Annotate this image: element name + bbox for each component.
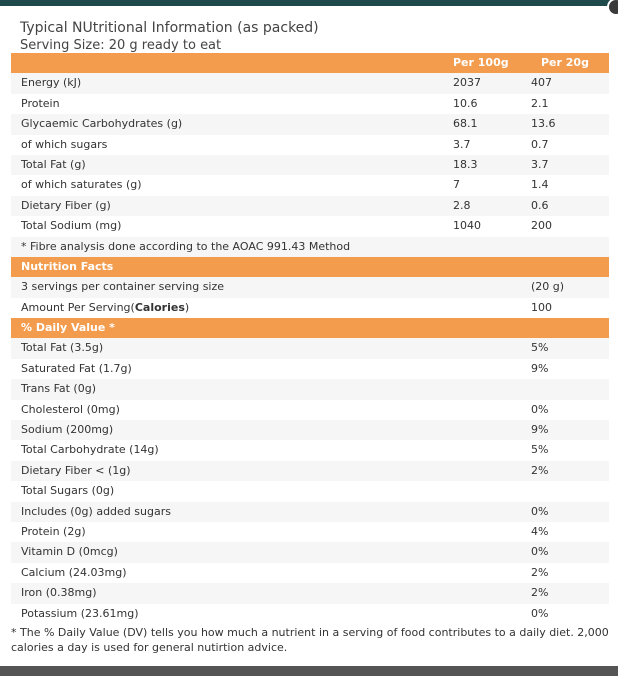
daily-label: Iron (0.38mg) (21, 586, 97, 600)
row-label: of which saturates (g) (21, 178, 142, 192)
table-header (11, 53, 609, 73)
daily-percent: 2% (531, 463, 549, 477)
nutrition-facts-heading: Nutrition Facts (21, 259, 114, 273)
amount-value: 100 (531, 300, 552, 314)
daily-label: Includes (0g) added sugars (21, 504, 171, 518)
daily-row (11, 461, 609, 481)
row-per20: 407 (531, 76, 552, 90)
daily-row (11, 481, 609, 501)
daily-percent: 0% (531, 545, 549, 559)
amount-label-a: Amount Per Serving( (21, 300, 135, 314)
nutrition-panel (11, 53, 609, 624)
table-row (11, 175, 609, 195)
close-icon[interactable] (607, 0, 618, 16)
row-per20: 0.7 (531, 137, 549, 151)
col-per20-header: Per 20g (541, 56, 589, 69)
daily-label: Total Carbohydrate (14g) (21, 443, 159, 457)
daily-label: Total Sugars (0g) (21, 484, 115, 498)
row-label: Glycaemic Carbohydrates (g) (21, 117, 183, 131)
row-per20: 1.4 (531, 178, 549, 192)
row-label: Energy (kJ) (21, 76, 82, 90)
daily-row (11, 420, 609, 440)
row-per100: 1040 (453, 219, 481, 233)
row-label: Total Fat (g) (21, 157, 86, 171)
daily-row (11, 522, 609, 542)
daily-row (11, 338, 609, 358)
row-label: Protein (21, 96, 60, 110)
daily-row (11, 502, 609, 522)
table-row (11, 196, 609, 216)
daily-row (11, 542, 609, 562)
row-per100: 2.8 (453, 198, 471, 212)
daily-percent: 5% (531, 341, 549, 355)
daily-percent: 9% (531, 361, 549, 375)
row-per20: 3.7 (531, 157, 549, 171)
table-row (11, 216, 609, 236)
daily-percent: 4% (531, 524, 549, 538)
daily-value-footnote: * The % Daily Value (DV) tells you how much a nutrient in a serving of food contributes to a daily diet. 2,000 calories a day is used for general nutirtion advice. (11, 626, 609, 654)
amount-label (21, 298, 189, 318)
daily-percent: 5% (531, 443, 549, 457)
daily-label: Trans Fat (0g) (21, 382, 96, 396)
row-label: of which sugars (21, 137, 108, 151)
nutrition-facts-header (11, 257, 609, 277)
table-row (11, 155, 609, 175)
row-label: Total Sodium (mg) (21, 219, 122, 233)
daily-label: Total Fat (3.5g) (21, 341, 104, 355)
bottom-bar (0, 666, 618, 676)
daily-percent: 9% (531, 423, 549, 437)
daily-label: Vitamin D (0mcg) (21, 545, 118, 559)
daily-label: Potassium (23.61mg) (21, 606, 139, 620)
amount-label-calories: Calories (134, 300, 185, 314)
amount-label-c: ) (184, 300, 190, 314)
daily-label: Sodium (200mg) (21, 423, 114, 437)
daily-label: Calcium (24.03mg) (21, 565, 127, 579)
daily-row (11, 400, 609, 420)
row-per100: 2037 (453, 76, 481, 90)
daily-label: Saturated Fat (1.7g) (21, 361, 132, 375)
row-per100: 7 (453, 178, 460, 192)
daily-row (11, 583, 609, 603)
daily-row (11, 379, 609, 399)
servings-value: (20 g) (531, 280, 565, 294)
daily-value-header (11, 318, 609, 338)
daily-percent: 0% (531, 606, 549, 620)
row-per100: 18.3 (453, 157, 478, 171)
row-label: Dietary Fiber (g) (21, 198, 111, 212)
row-per20: 0.6 (531, 198, 549, 212)
servings-row (11, 277, 609, 297)
row-per20: 200 (531, 219, 552, 233)
page-title: Typical NUtritional Information (as packed) (20, 20, 319, 36)
daily-value-heading: % Daily Value * (21, 321, 115, 335)
servings-label: 3 servings per container serving size (21, 280, 225, 294)
daily-row (11, 440, 609, 460)
row-per100: 10.6 (453, 96, 478, 110)
table-row (11, 135, 609, 155)
daily-percent: 2% (531, 565, 549, 579)
daily-label: Protein (2g) (21, 524, 86, 538)
daily-percent: 2% (531, 586, 549, 600)
amount-row (11, 298, 609, 318)
row-per100: 68.1 (453, 117, 478, 131)
row-per20: 2.1 (531, 96, 549, 110)
fibre-note: * Fibre analysis done according to the AOAC 991.43 Method (21, 239, 351, 253)
daily-label: Dietary Fiber < (1g) (21, 463, 131, 477)
daily-percent: 0% (531, 504, 549, 518)
row-per20: 13.6 (531, 117, 556, 131)
table-row (11, 73, 609, 93)
row-per100: 3.7 (453, 137, 471, 151)
daily-row (11, 604, 609, 624)
daily-percent: 0% (531, 402, 549, 416)
daily-label: Cholesterol (0mg) (21, 402, 120, 416)
daily-row (11, 359, 609, 379)
table-row (11, 94, 609, 114)
fibre-note-row (11, 237, 609, 257)
serving-size: Serving Size: 20 g ready to eat (20, 38, 222, 53)
table-row (11, 114, 609, 134)
col-per100-header: Per 100g (453, 56, 509, 69)
top-bar (0, 0, 618, 6)
daily-row (11, 563, 609, 583)
